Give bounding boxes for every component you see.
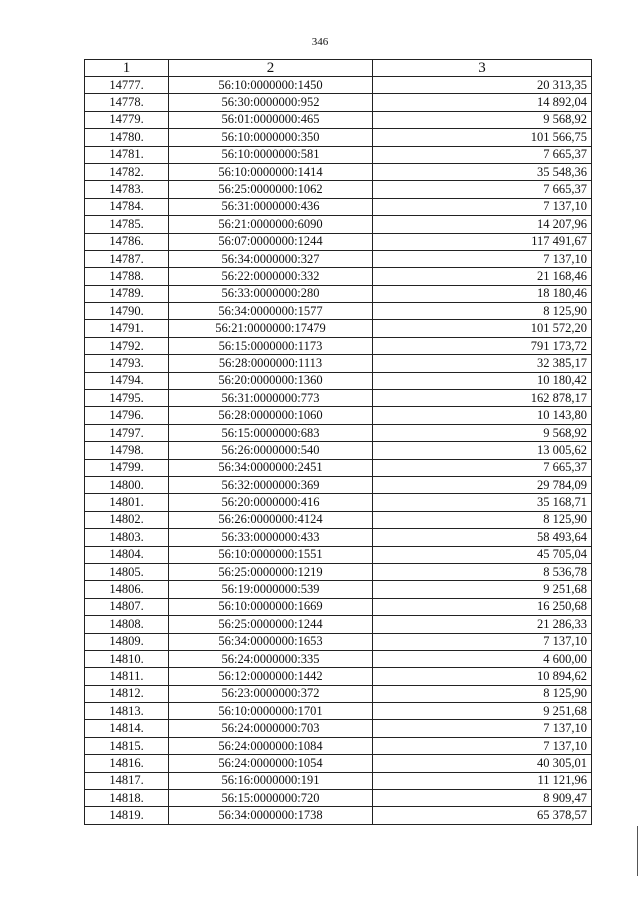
cadastral-number-cell: 56:25:0000000:1244	[169, 616, 373, 633]
cadastral-number-cell: 56:25:0000000:1219	[169, 563, 373, 580]
amount-cell: 7 665,37	[373, 146, 592, 163]
table-row	[85, 390, 592, 407]
cadastral-number-cell: 56:10:0000000:1450	[169, 77, 373, 94]
table-header-row	[85, 60, 592, 77]
amount-cell: 21 286,33	[373, 616, 592, 633]
table-row	[85, 285, 592, 302]
cadastral-number-cell: 56:15:0000000:720	[169, 790, 373, 807]
row-number-cell: 14813.	[85, 703, 169, 720]
row-number-cell: 14801.	[85, 494, 169, 511]
amount-cell: 14 207,96	[373, 216, 592, 233]
table-row	[85, 163, 592, 180]
row-number-cell: 14784.	[85, 198, 169, 215]
table-row	[85, 494, 592, 511]
row-number-cell: 14789.	[85, 285, 169, 302]
table-row	[85, 442, 592, 459]
cadastral-number-cell: 56:10:0000000:1701	[169, 703, 373, 720]
amount-cell: 18 180,46	[373, 285, 592, 302]
table-row	[85, 703, 592, 720]
amount-cell: 35 168,71	[373, 494, 592, 511]
row-number-cell: 14782.	[85, 163, 169, 180]
table-row	[85, 668, 592, 685]
table-row	[85, 529, 592, 546]
amount-cell: 35 548,36	[373, 163, 592, 180]
table-row	[85, 807, 592, 824]
cadastral-number-cell: 56:07:0000000:1244	[169, 233, 373, 250]
amount-cell: 8 536,78	[373, 563, 592, 580]
table-row	[85, 581, 592, 598]
amount-cell: 117 491,67	[373, 233, 592, 250]
amount-cell: 29 784,09	[373, 476, 592, 493]
row-number-cell: 14816.	[85, 755, 169, 772]
cadastral-number-cell: 56:34:0000000:1653	[169, 633, 373, 650]
cadastral-number-cell: 56:25:0000000:1062	[169, 181, 373, 198]
table-row	[85, 250, 592, 267]
table-row	[85, 685, 592, 702]
row-number-cell: 14787.	[85, 250, 169, 267]
amount-cell: 8 125,90	[373, 303, 592, 320]
row-number-cell: 14790.	[85, 303, 169, 320]
table-body	[85, 77, 592, 825]
row-number-cell: 14802.	[85, 511, 169, 528]
column-header-1: 1	[85, 60, 169, 77]
table-row	[85, 720, 592, 737]
row-number-cell: 14815.	[85, 737, 169, 754]
table-row	[85, 737, 592, 754]
cadastral-number-cell: 56:33:0000000:280	[169, 285, 373, 302]
column-header-3: 3	[373, 60, 592, 77]
row-number-cell: 14812.	[85, 685, 169, 702]
row-number-cell: 14785.	[85, 216, 169, 233]
row-number-cell: 14817.	[85, 772, 169, 789]
row-number-cell: 14818.	[85, 790, 169, 807]
table-row	[85, 355, 592, 372]
row-number-cell: 14781.	[85, 146, 169, 163]
table-row	[85, 320, 592, 337]
row-number-cell: 14814.	[85, 720, 169, 737]
amount-cell: 7 137,10	[373, 198, 592, 215]
table-row	[85, 772, 592, 789]
page-edge-mark	[637, 826, 638, 876]
cadastral-number-cell: 56:24:0000000:1084	[169, 737, 373, 754]
cadastral-number-cell: 56:10:0000000:350	[169, 129, 373, 146]
row-number-cell: 14807.	[85, 598, 169, 615]
table-row	[85, 303, 592, 320]
row-number-cell: 14791.	[85, 320, 169, 337]
amount-cell: 101 572,20	[373, 320, 592, 337]
amount-cell: 9 251,68	[373, 703, 592, 720]
cadastral-number-cell: 56:34:0000000:1738	[169, 807, 373, 824]
table-row	[85, 268, 592, 285]
row-number-cell: 14810.	[85, 650, 169, 667]
row-number-cell: 14783.	[85, 181, 169, 198]
row-number-cell: 14806.	[85, 581, 169, 598]
table-row	[85, 424, 592, 441]
cadastral-number-cell: 56:28:0000000:1060	[169, 407, 373, 424]
table-row	[85, 511, 592, 528]
table-row	[85, 77, 592, 94]
cadastral-number-cell: 56:31:0000000:773	[169, 390, 373, 407]
amount-cell: 10 894,62	[373, 668, 592, 685]
cadastral-number-cell: 56:16:0000000:191	[169, 772, 373, 789]
amount-cell: 7 665,37	[373, 181, 592, 198]
amount-cell: 21 168,46	[373, 268, 592, 285]
row-number-cell: 14809.	[85, 633, 169, 650]
cadastral-number-cell: 56:15:0000000:1173	[169, 337, 373, 354]
cadastral-number-cell: 56:24:0000000:335	[169, 650, 373, 667]
cadastral-number-cell: 56:31:0000000:436	[169, 198, 373, 215]
row-number-cell: 14804.	[85, 546, 169, 563]
table-row	[85, 181, 592, 198]
table-row	[85, 129, 592, 146]
cadastral-number-cell: 56:33:0000000:433	[169, 529, 373, 546]
cadastral-number-cell: 56:10:0000000:1414	[169, 163, 373, 180]
cadastral-number-cell: 56:21:0000000:6090	[169, 216, 373, 233]
row-number-cell: 14778.	[85, 94, 169, 111]
table-row	[85, 563, 592, 580]
table-row	[85, 459, 592, 476]
amount-cell: 32 385,17	[373, 355, 592, 372]
amount-cell: 13 005,62	[373, 442, 592, 459]
row-number-cell: 14805.	[85, 563, 169, 580]
cadastral-number-cell: 56:19:0000000:539	[169, 581, 373, 598]
cadastral-number-cell: 56:26:0000000:540	[169, 442, 373, 459]
amount-cell: 45 705,04	[373, 546, 592, 563]
page-number: 346	[311, 36, 329, 48]
amount-cell: 7 137,10	[373, 737, 592, 754]
cadastral-number-cell: 56:28:0000000:1113	[169, 355, 373, 372]
table-row	[85, 111, 592, 128]
amount-cell: 20 313,35	[373, 77, 592, 94]
cadastral-number-cell: 56:15:0000000:683	[169, 424, 373, 441]
amount-cell: 14 892,04	[373, 94, 592, 111]
cadastral-number-cell: 56:32:0000000:369	[169, 476, 373, 493]
amount-cell: 7 137,10	[373, 633, 592, 650]
amount-cell: 7 137,10	[373, 720, 592, 737]
amount-cell: 8 909,47	[373, 790, 592, 807]
cadastral-number-cell: 56:24:0000000:703	[169, 720, 373, 737]
registry-table	[84, 59, 592, 825]
amount-cell: 16 250,68	[373, 598, 592, 615]
table-row	[85, 198, 592, 215]
amount-cell: 9 568,92	[373, 111, 592, 128]
row-number-cell: 14792.	[85, 337, 169, 354]
row-number-cell: 14808.	[85, 616, 169, 633]
cadastral-number-cell: 56:30:0000000:952	[169, 94, 373, 111]
amount-cell: 4 600,00	[373, 650, 592, 667]
row-number-cell: 14800.	[85, 476, 169, 493]
table-row	[85, 407, 592, 424]
row-number-cell: 14797.	[85, 424, 169, 441]
amount-cell: 10 143,80	[373, 407, 592, 424]
amount-cell: 8 125,90	[373, 685, 592, 702]
cadastral-number-cell: 56:34:0000000:2451	[169, 459, 373, 476]
table-row	[85, 616, 592, 633]
cadastral-number-cell: 56:34:0000000:1577	[169, 303, 373, 320]
row-number-cell: 14777.	[85, 77, 169, 94]
table-row	[85, 633, 592, 650]
amount-cell: 11 121,96	[373, 772, 592, 789]
table-row	[85, 598, 592, 615]
cadastral-number-cell: 56:23:0000000:372	[169, 685, 373, 702]
table-row	[85, 372, 592, 389]
row-number-cell: 14798.	[85, 442, 169, 459]
cadastral-number-cell: 56:21:0000000:17479	[169, 320, 373, 337]
table-row	[85, 476, 592, 493]
cadastral-number-cell: 56:26:0000000:4124	[169, 511, 373, 528]
table-row	[85, 233, 592, 250]
table-row	[85, 337, 592, 354]
table-row	[85, 650, 592, 667]
row-number-cell: 14779.	[85, 111, 169, 128]
row-number-cell: 14796.	[85, 407, 169, 424]
amount-cell: 9 251,68	[373, 581, 592, 598]
amount-cell: 8 125,90	[373, 511, 592, 528]
row-number-cell: 14786.	[85, 233, 169, 250]
amount-cell: 58 493,64	[373, 529, 592, 546]
row-number-cell: 14780.	[85, 129, 169, 146]
amount-cell: 162 878,17	[373, 390, 592, 407]
cadastral-number-cell: 56:10:0000000:1669	[169, 598, 373, 615]
cadastral-number-cell: 56:10:0000000:1551	[169, 546, 373, 563]
amount-cell: 7 665,37	[373, 459, 592, 476]
table-row	[85, 755, 592, 772]
cadastral-number-cell: 56:01:0000000:465	[169, 111, 373, 128]
cadastral-number-cell: 56:20:0000000:416	[169, 494, 373, 511]
row-number-cell: 14793.	[85, 355, 169, 372]
cadastral-number-cell: 56:22:0000000:332	[169, 268, 373, 285]
amount-cell: 791 173,72	[373, 337, 592, 354]
cadastral-number-cell: 56:34:0000000:327	[169, 250, 373, 267]
row-number-cell: 14819.	[85, 807, 169, 824]
amount-cell: 7 137,10	[373, 250, 592, 267]
cadastral-number-cell: 56:12:0000000:1442	[169, 668, 373, 685]
row-number-cell: 14795.	[85, 390, 169, 407]
amount-cell: 10 180,42	[373, 372, 592, 389]
cadastral-number-cell: 56:10:0000000:581	[169, 146, 373, 163]
row-number-cell: 14794.	[85, 372, 169, 389]
amount-cell: 65 378,57	[373, 807, 592, 824]
row-number-cell: 14803.	[85, 529, 169, 546]
table-row	[85, 94, 592, 111]
amount-cell: 9 568,92	[373, 424, 592, 441]
table-row	[85, 216, 592, 233]
table-row	[85, 790, 592, 807]
table-row	[85, 146, 592, 163]
cadastral-number-cell: 56:20:0000000:1360	[169, 372, 373, 389]
column-header-2: 2	[169, 60, 373, 77]
table-row	[85, 546, 592, 563]
row-number-cell: 14811.	[85, 668, 169, 685]
row-number-cell: 14788.	[85, 268, 169, 285]
row-number-cell: 14799.	[85, 459, 169, 476]
amount-cell: 101 566,75	[373, 129, 592, 146]
amount-cell: 40 305,01	[373, 755, 592, 772]
cadastral-number-cell: 56:24:0000000:1054	[169, 755, 373, 772]
